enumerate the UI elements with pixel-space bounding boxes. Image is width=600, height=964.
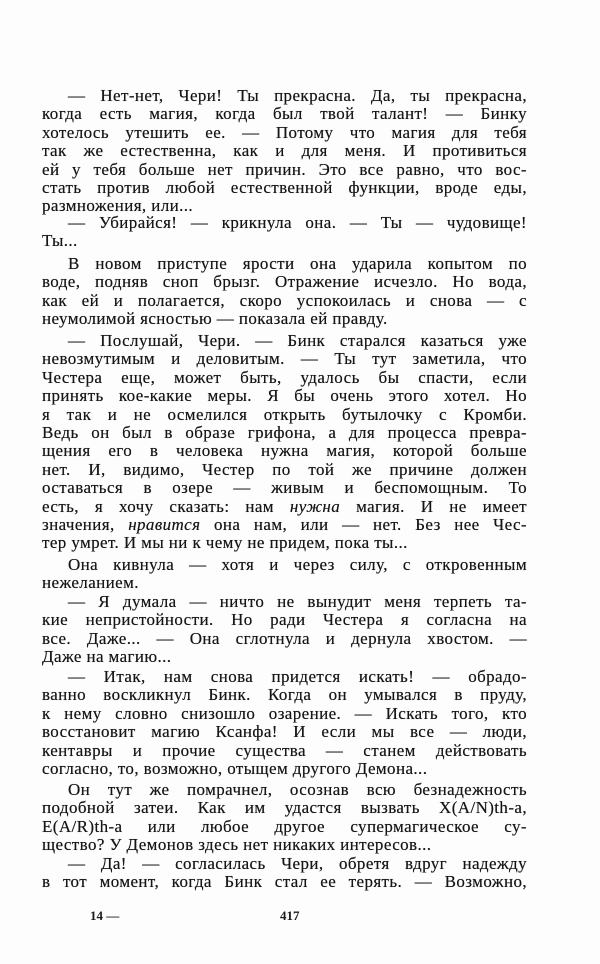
paragraph xyxy=(42,87,527,216)
text-line: ей у тебя больше нет причин. Это все равно, что вос- xyxy=(42,159,527,179)
text-line: кентавры и прочие существа — станем действовать xyxy=(42,740,527,760)
text-span: магия. И не имеет xyxy=(340,496,527,516)
text-line: — Да! — согласилась Чери, обретя вдруг надежду xyxy=(68,854,527,873)
text-line: ванно воскликнул Бинк. Когда он умывался в пруду, xyxy=(42,685,527,705)
text-line: оставаться в озере — живым и беспомощным. То xyxy=(42,478,527,498)
page-number: 417 xyxy=(280,908,300,923)
text-line: — Послушай, Чери. — Бинк старался казаться уже xyxy=(68,331,527,350)
text-line: так же естественна, как и для меня. И противиться xyxy=(42,141,527,161)
text-line: Ты... xyxy=(42,231,78,251)
text-line: щения его в человека нужна магия, которой больше xyxy=(42,441,527,461)
text-line: как ей и полагается, скоро успокоилась и снова — с xyxy=(42,290,527,310)
text-line: воде, подняв сноп брызг. Отражение исчезло. Но вода, xyxy=(42,272,527,292)
text-line: — Я думала — ничто не вынудит меня терпеть та- xyxy=(68,592,527,611)
text-line: невозмутимым и деловитым. — Ты тут заметила, что xyxy=(42,349,527,369)
text-line: в тот момент, когда Бинк стал ее терять. — Возможно, xyxy=(42,872,527,892)
text-line: Она кивнула — хотя и через силу, с откровенным xyxy=(68,555,527,574)
text-line: размножения, или... xyxy=(42,196,194,216)
text-line: к нему словно снизошло озарение. — Искать того, кто xyxy=(42,703,527,723)
text-line: Ведь он был в образе грифона, а для процесса превра- xyxy=(42,422,527,442)
text-line: хотелось утешить ее. — Потому что магия для тебя xyxy=(42,122,527,142)
text-line: щество? У Демонов здесь нет никаких интересов... xyxy=(42,835,432,855)
text-span: значения, xyxy=(42,514,129,534)
text-line: нежеланием. xyxy=(42,573,139,593)
text-line: тер умрет. И мы ни к чему не придем, пока ты... xyxy=(42,533,408,553)
emphasis-text: нравится xyxy=(128,514,201,534)
paragraph xyxy=(42,214,527,251)
text-line: подобной затеи. Как им удастся вызвать X(A/N)th-a, xyxy=(42,798,527,818)
paragraph xyxy=(42,668,527,778)
text-line xyxy=(42,516,527,534)
text-line: Он тут же помрачнел, осознав всю безнадежность xyxy=(68,780,527,799)
text-line: Честера еще, может быть, удалось бы спасти, если xyxy=(42,367,527,387)
text-span: она нам, или — нет. Без нее Чес- xyxy=(200,514,527,534)
paragraph xyxy=(42,255,527,329)
text-line: восстановит магию Ксанфа! И если мы все — люди, xyxy=(42,722,527,742)
text-line: — Итак, нам снова придется искать! — обрадо- xyxy=(68,667,527,686)
text-line: принять кое-какие меры. Я бы очень этого хотел. Но xyxy=(42,386,527,406)
text-line: В новом приступе ярости она ударила копытом по xyxy=(68,254,527,273)
text-line: когда есть магия, когда был твой талант! — Бинку xyxy=(42,104,527,124)
text-span: есть, я хочу сказать: нам xyxy=(42,496,290,516)
paragraph xyxy=(42,332,527,553)
text-line: E(A/R)th-a или любое другое супермагическое су- xyxy=(42,816,527,836)
paragraph xyxy=(42,855,527,892)
signature-mark: 14 — xyxy=(90,908,120,923)
text-line: все. Даже... — Она сглотнула и дернула хвостом. — xyxy=(42,628,527,648)
text-line: стать против любой естественной функции, вроде еды, xyxy=(42,177,527,197)
emphasis-text: нужна xyxy=(289,496,341,516)
text-line: неумолимой ясностью — показала ей правду. xyxy=(42,309,388,329)
text-line: я так и не осмелился открыть бутылочку с Кромби. xyxy=(42,404,527,424)
text-line: — Убирайся! — крикнула она. — Ты — чудовище! xyxy=(68,213,527,232)
paragraph xyxy=(42,556,527,593)
text-line: Даже на магию... xyxy=(42,647,172,667)
text-line: кие непристойности. Но ради Честера я согласна на xyxy=(42,610,527,630)
text-line: — Нет-нет, Чери! Ты прекрасна. Да, ты прекрасна, xyxy=(68,86,527,105)
text-line xyxy=(42,498,527,516)
paragraph xyxy=(42,781,527,855)
text-line: нет. И, видимо, Честер по той же причине должен xyxy=(42,459,527,479)
paragraph xyxy=(42,593,527,667)
text-line: согласно, то, возможно, отыщем другого Демона... xyxy=(42,758,428,778)
